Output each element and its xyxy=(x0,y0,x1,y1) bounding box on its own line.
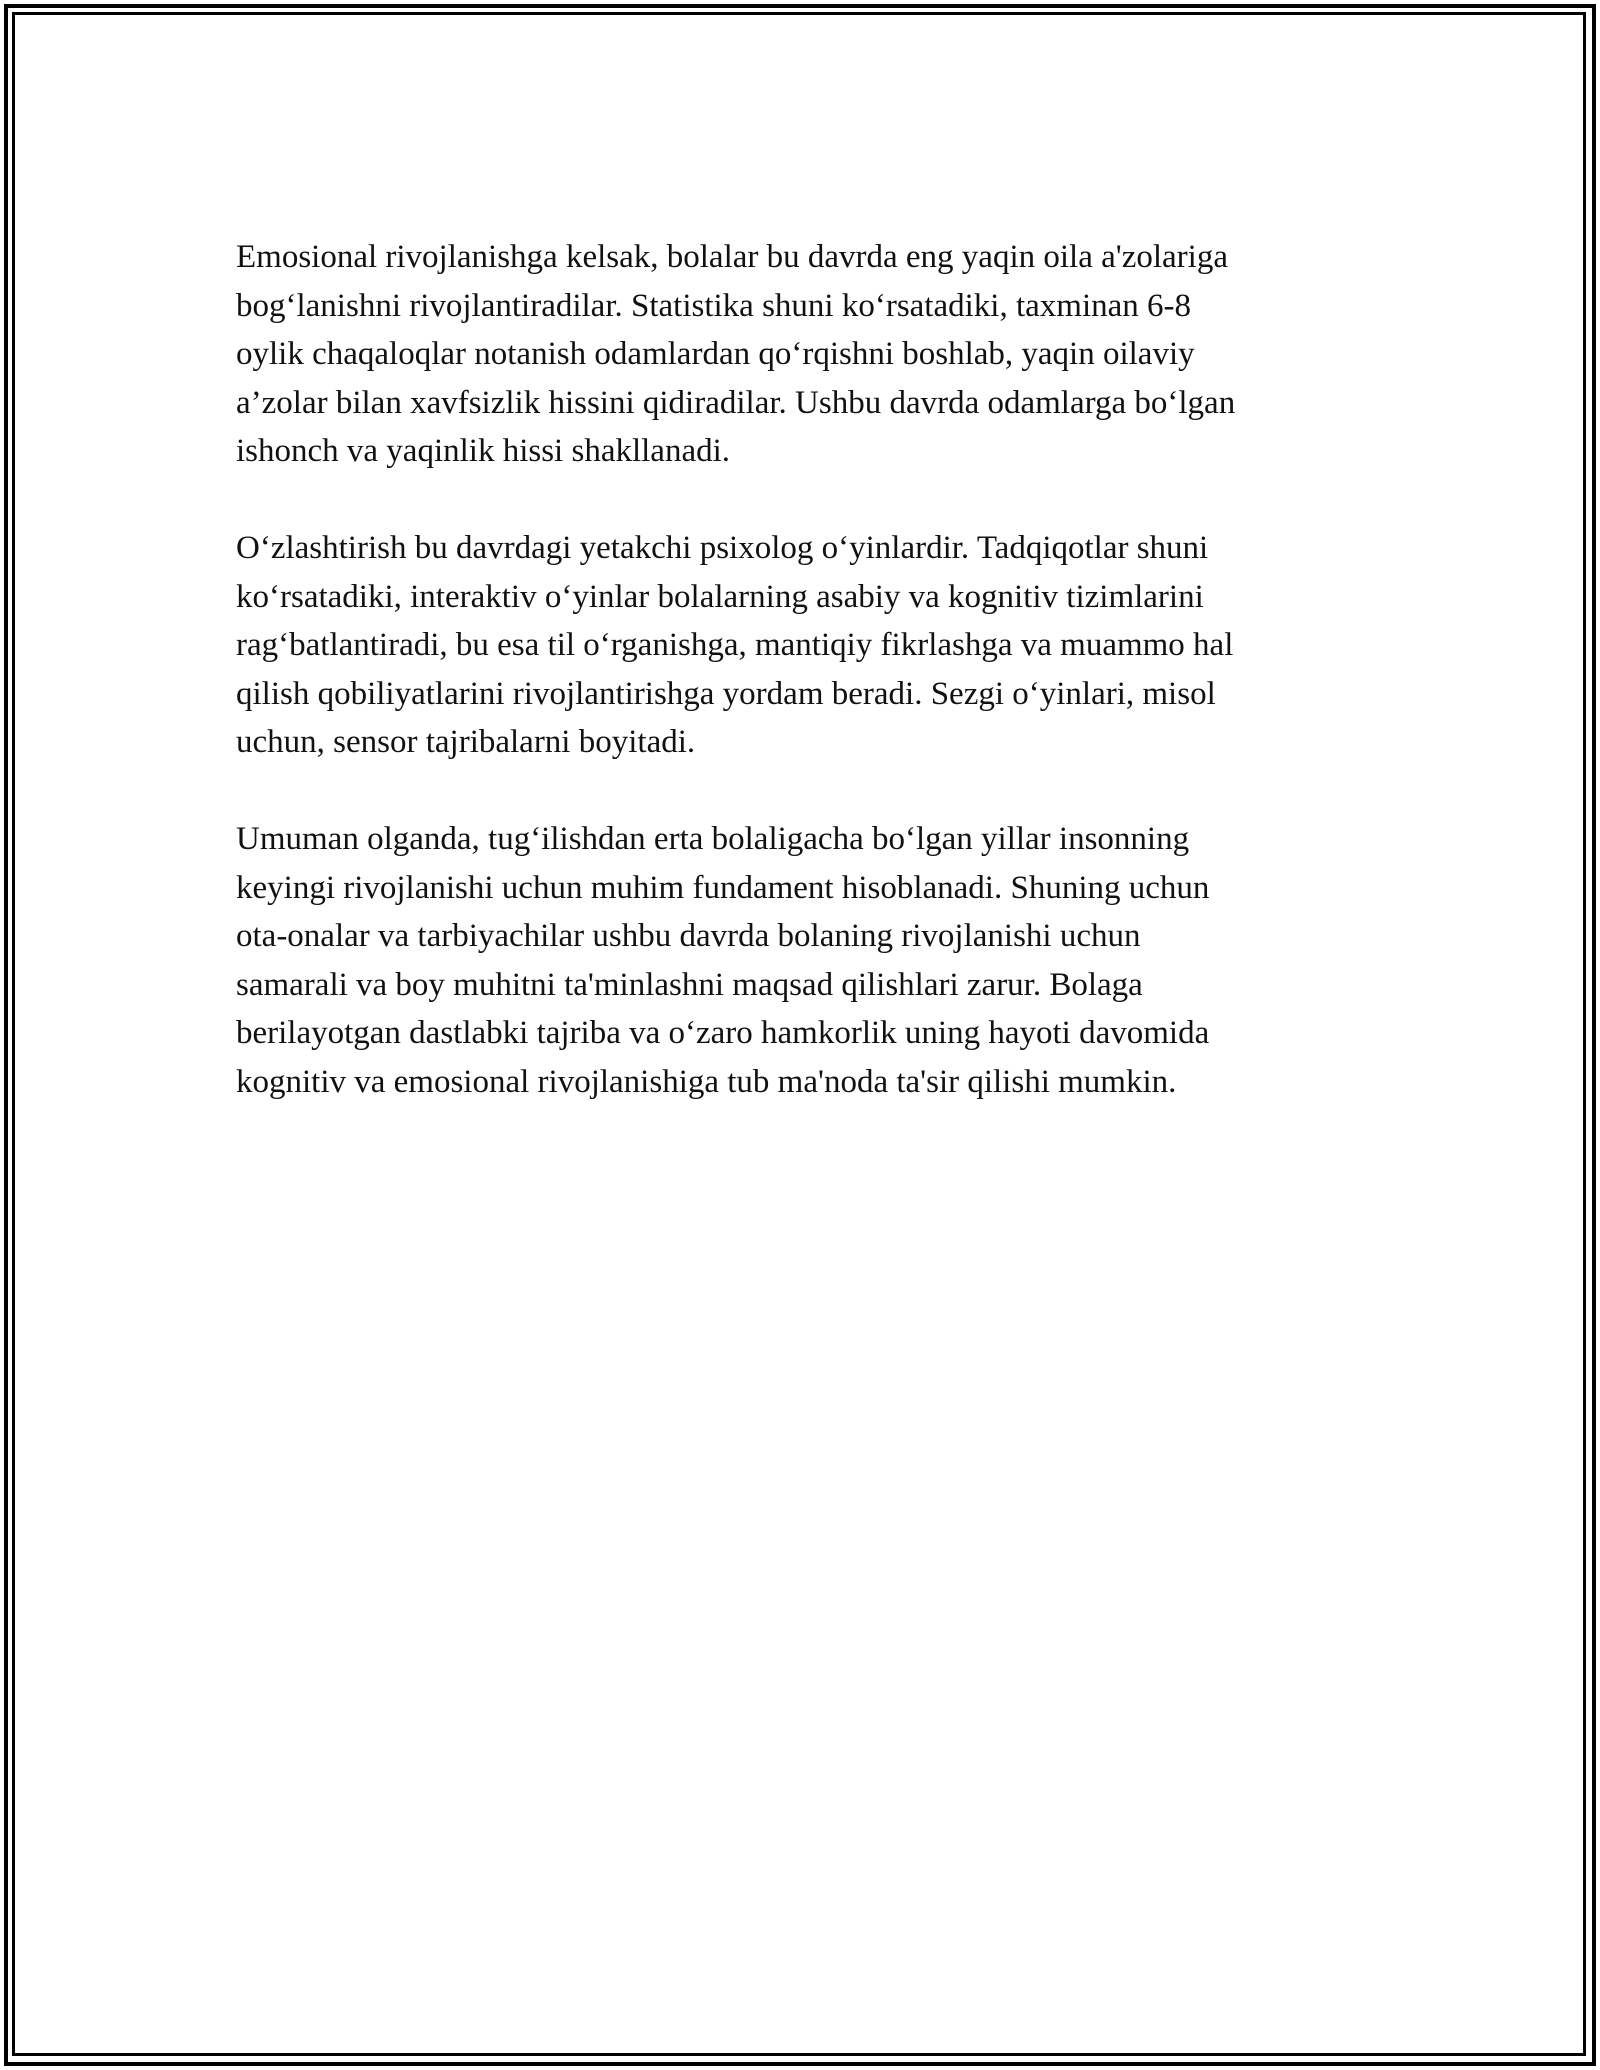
text-line: kognitiv va emosional rivojlanishiga tub ma'noda ta'sir qilishi mumkin. xyxy=(236,1063,1177,1100)
text-line: O‘zlashtirish bu davrdagi yetakchi psixolog o‘yinlardir. Tadqiqotlar shuni xyxy=(236,530,1209,566)
text-line: oylik chaqaloqlar notanish odamlardan qo‘rqishni boshlab, yaqin oilaviy xyxy=(236,336,1195,372)
text-line: Umuman olganda, tug‘ilishdan erta bolaligacha bo‘lgan yillar insonning xyxy=(236,821,1190,857)
text-line: rag‘batlantiradi, bu esa til o‘rganishga, mantiqiy fikrlashga va muammo hal xyxy=(236,627,1234,663)
text-line: qilish qobiliyatlarini rivojlantirishga yordam beradi. Sezgi o‘yinlari, misol xyxy=(236,675,1216,712)
text-line: a’zolar bilan xavfsizlik hissini qidiradilar. Ushbu davrda odamlarga bo‘lgan xyxy=(236,384,1236,421)
paragraph-emotional-development xyxy=(236,233,1356,476)
text-line: berilayotgan dastlabki tajriba va o‘zaro hamkorlik uning hayoti davomida xyxy=(236,1015,1210,1051)
paragraph-play-activities xyxy=(236,524,1356,767)
text-line: Emosional rivojlanishga kelsak, bolalar bu davrda eng yaqin oila a'zolariga xyxy=(236,239,1228,275)
paragraph-conclusion xyxy=(236,815,1356,1106)
text-line: keyingi rivojlanishi uchun muhim fundament hisoblanadi. Shuning uchun xyxy=(236,869,1210,906)
text-line: uchun, sensor tajribalarni boyitadi. xyxy=(236,724,696,760)
document-body xyxy=(236,233,1356,1155)
text-line: samarali va boy muhitni ta'minlashni maqsad qilishlari zarur. Bolaga xyxy=(236,966,1143,1003)
text-line: ishonch va yaqinlik hissi shakllanadi. xyxy=(236,433,731,469)
text-line: bog‘lanishni rivojlantiradilar. Statistika shuni ko‘rsatadiki, taxminan 6-8 xyxy=(236,287,1192,324)
text-line: ko‘rsatadiki, interaktiv o‘yinlar bolalarning asabiy va kognitiv tizimlarini xyxy=(236,578,1204,615)
text-line: ota-onalar va tarbiyachilar ushbu davrda bolaning rivojlanishi uchun xyxy=(236,918,1141,954)
